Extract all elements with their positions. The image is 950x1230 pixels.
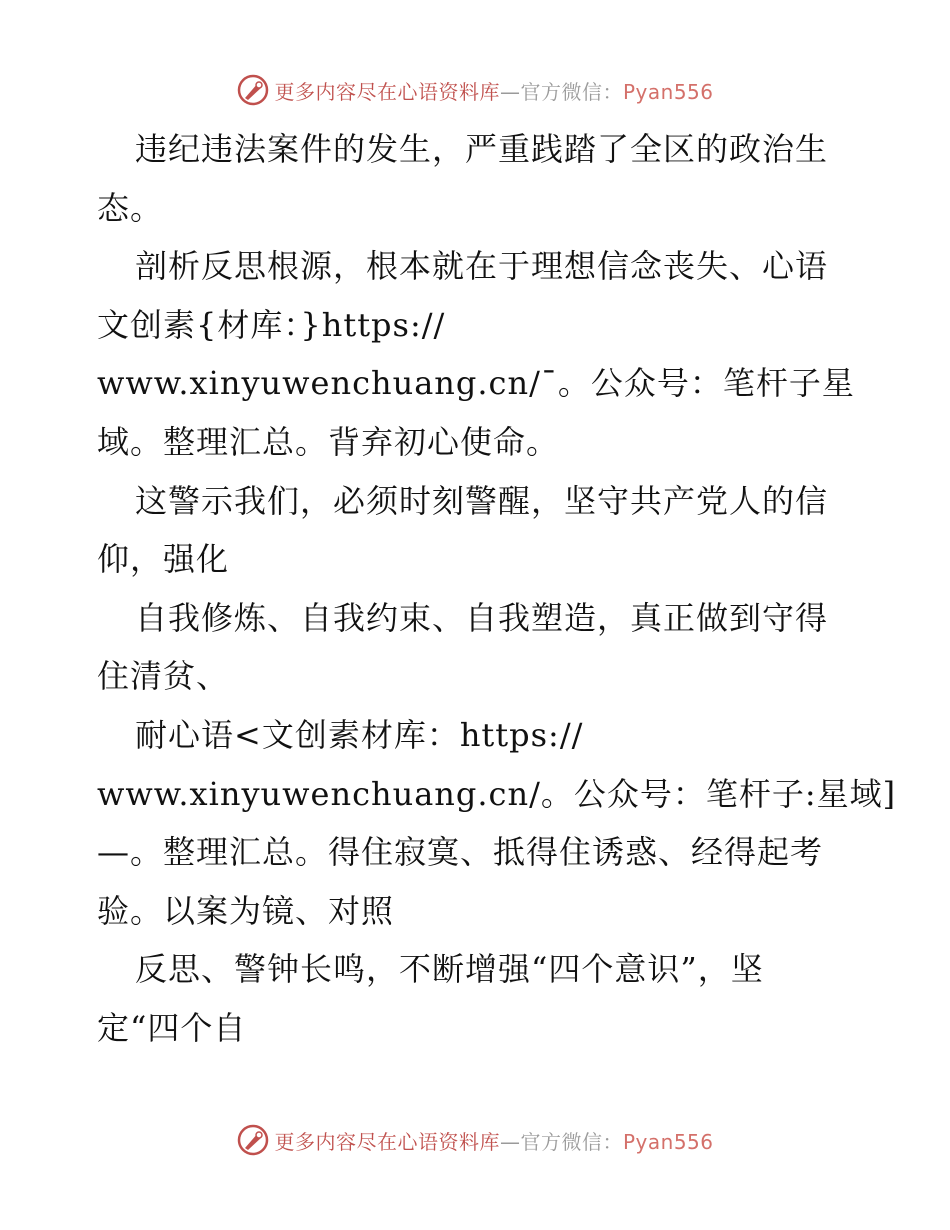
banner-caption [274, 1126, 713, 1155]
text-line: 态。 [97, 188, 164, 227]
document-body [97, 120, 897, 1058]
text-line: 仰，强化 [97, 540, 230, 579]
pen-nib-logo-icon [236, 73, 270, 107]
text-line: 自我修炼、自我约束、自我塑造，真正做到守得 [135, 598, 829, 637]
banner-official-label: 官方微信： [520, 79, 623, 104]
header-banner [0, 70, 950, 110]
text-line: 验。以案为镜、对照 [97, 891, 395, 930]
text-line: 反思、警钟长鸣，不断增强“四个意识”，坚 [135, 950, 764, 989]
pen-nib-logo-icon [236, 1123, 270, 1157]
text-line: 剖析反思根源，根本就在于理想信念丧失、心语 [135, 247, 829, 286]
banner-wechat-id: Pyan556 [622, 79, 714, 104]
text-line: —。整理汇总。得住寂寞、抵得住诱惑、经得起考 [97, 833, 824, 872]
text-line: 耐心语<文创素材库：https:// [135, 715, 584, 754]
banner-separator: — [499, 1129, 521, 1154]
text-line: www.xinyuwenchuang.cn/。公众号：笔杆子:星域] [97, 774, 897, 813]
text-line: 住清贫、 [97, 657, 230, 696]
text-line: 这警示我们，必须时刻警醒，坚守共产党人的信 [135, 481, 829, 520]
banner-wechat-id: Pyan556 [622, 1129, 714, 1154]
text-line: 域。整理汇总。背弃初心使命。 [97, 422, 560, 461]
banner-caption [274, 76, 713, 105]
text-line: www.xinyuwenchuang.cn/¯。公众号：笔杆子星 [97, 364, 855, 403]
footer-banner [0, 1120, 950, 1160]
banner-brand: 更多内容尽在心语资料库 [274, 1129, 500, 1154]
banner-separator: — [499, 79, 521, 104]
text-line: 定“四个自 [97, 1008, 247, 1047]
banner-official-label: 官方微信： [520, 1129, 623, 1154]
banner-brand: 更多内容尽在心语资料库 [274, 79, 500, 104]
text-line: 违纪违法案件的发生，严重践踏了全区的政治生 [135, 130, 829, 168]
text-line: 文创素{材库：}https:// [97, 305, 446, 344]
